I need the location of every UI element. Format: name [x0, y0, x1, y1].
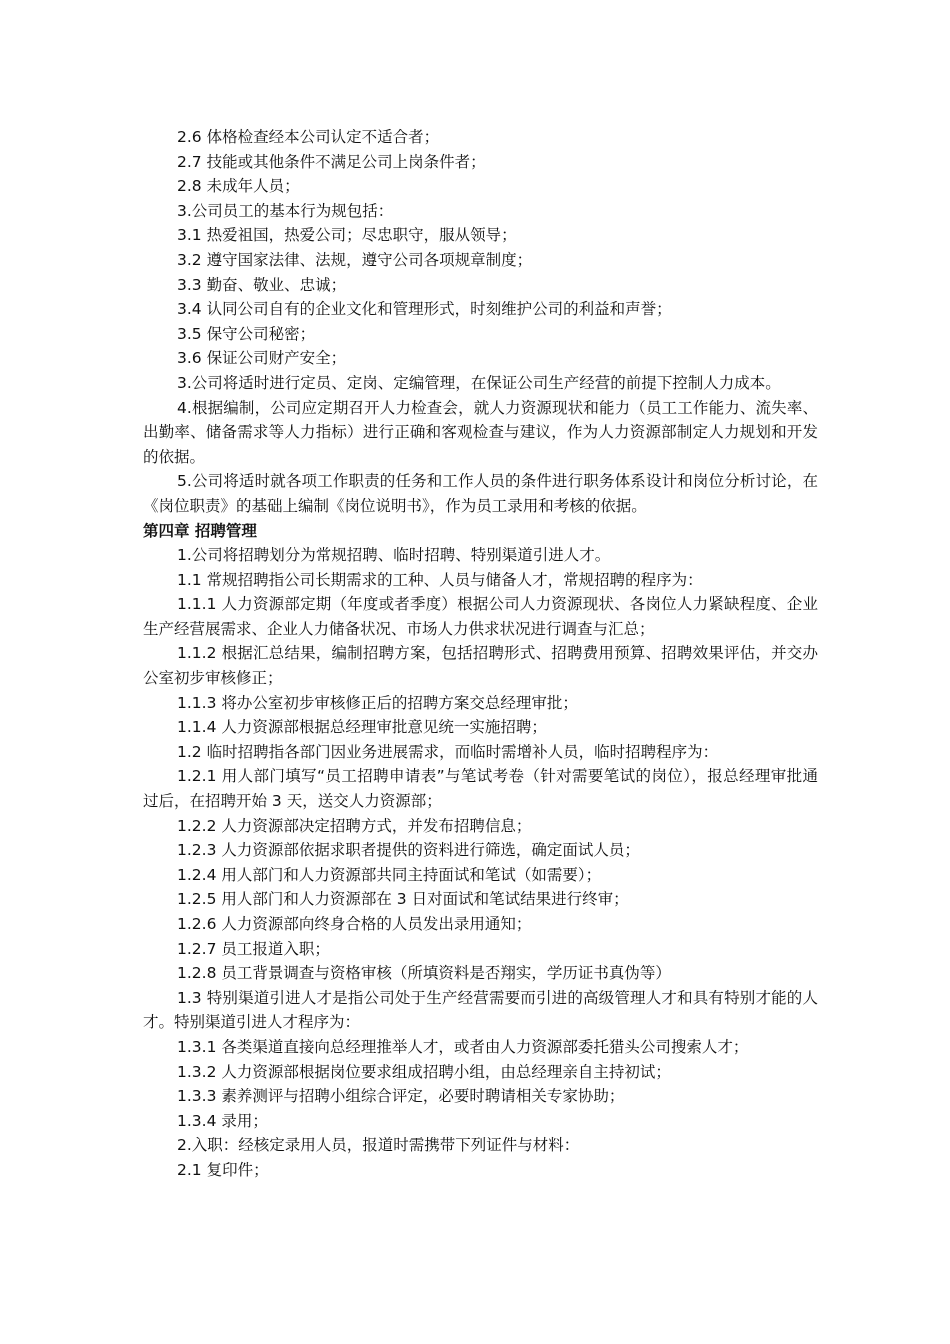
paragraph: 4.根据编制，公司应定期召开人力检查会，就人力资源现状和能力（员工工作能力、流失率、出勤率、储备需求等人力指标）进行正确和客观检查与建议，作为人力资源部制定人力规划和开发的依据。 [143, 398, 818, 466]
paragraph: 1.2 临时招聘指各部门因业务进展需求，而临时需增补人员，临时招聘程序为： [177, 742, 719, 761]
paragraph: 2.7 技能或其他条件不满足公司上岗条件者； [177, 152, 486, 171]
paragraph: 2.1 复印件； [177, 1160, 269, 1179]
paragraph: 1.公司将招聘划分为常规招聘、临时招聘、特别渠道引进人才。 [177, 546, 611, 565]
paragraph: 1.2.2 人力资源部决定招聘方式，并发布招聘信息； [177, 816, 532, 835]
paragraph: 3.4 认同公司自有的企业文化和管理形式，时刻维护公司的利益和声誉； [177, 300, 672, 319]
paragraph: 2.6 体格检查经本公司认定不适合者； [177, 128, 440, 146]
paragraph: 3.公司将适时进行定员、定岗、定编管理，在保证公司生产经营的前提下控制人力成本。 [177, 373, 781, 392]
paragraph: 5.公司将适时就各项工作职责的任务和工作人员的条件进行职务体系设计和岗位分析讨论，在《岗位职责》的基础上编制《岗位说明书》，作为员工录用和考核的依据。 [143, 472, 818, 515]
paragraph: 1.2.4 用人部门和人力资源部共同主持面试和笔试（如需要）； [177, 865, 602, 884]
paragraph: 1.1.4 人力资源部根据总经理审批意见统一实施招聘； [177, 718, 547, 737]
paragraph: 1.2.8 员工背景调查与资格审核（所填资料是否翔实，学历证书真伪等） [177, 964, 671, 983]
paragraph: 2.入职：经核定录用人员，报道时需携带下列证件与材料： [177, 1136, 580, 1155]
paragraph: 1.2.3 人力资源部依据求职者提供的资料进行筛选，确定面试人员； [177, 841, 640, 860]
paragraph: 1.2.7 员工报道入职； [177, 939, 330, 958]
paragraph: 1.2.6 人力资源部向终身合格的人员发出录用通知； [177, 915, 532, 933]
paragraph: 1.3.2 人力资源部根据岗位要求组成招聘小组，由总经理亲自主持初试； [177, 1062, 671, 1081]
paragraph: 1.1 常规招聘指公司长期需求的工种、人员与储备人才，常规招聘的程序为： [177, 570, 703, 589]
paragraph: 1.3 特别渠道引进人才是指公司处于生产经营需要而引进的高级管理人才和具有特别才能的人才。特别渠道引进人才程序为： [143, 988, 818, 1032]
paragraph: 1.3.3 素养测评与招聘小组综合评定，必要时聘请相关专家协助； [177, 1087, 625, 1106]
document-body [143, 125, 818, 1183]
paragraph: 1.2.1 用人部门填写“员工招聘申请表”与笔试考卷（针对需要笔试的岗位），报总经理审批通过后，在招聘开始 3 天，送交人力资源部； [143, 767, 818, 811]
paragraph: 3.公司员工的基本行为规包括： [177, 201, 394, 220]
paragraph: 1.3.4 录用； [177, 1111, 268, 1130]
paragraph: 1.1.2 根据汇总结果，编制招聘方案，包括招聘形式、招聘费用预算、招聘效果评估，并交办公室初步审核修正； [143, 644, 818, 688]
paragraph: 3.2 遵守国家法律、法规，遵守公司各项规章制度； [177, 250, 533, 269]
paragraph: 1.1.3 将办公室初步审核修正后的招聘方案交总经理审批； [177, 693, 578, 712]
paragraph: 3.1 热爱祖国，热爱公司；尽忠职守，服从领导； [177, 226, 517, 245]
paragraph: 2.8 未成年人员； [177, 177, 300, 196]
paragraph: 1.2.5 用人部门和人力资源部在 3 日对面试和笔试结果进行终审； [177, 890, 629, 909]
chapter-heading: 第四章 招聘管理 [143, 521, 257, 540]
paragraph: 3.3 勤奋、敬业、忠诚； [177, 275, 347, 294]
paragraph: 3.6 保证公司财产安全； [177, 349, 347, 368]
paragraph: 3.5 保守公司秘密； [177, 324, 316, 343]
paragraph: 1.1.1 人力资源部定期（年度或者季度）根据公司人力资源现状、各岗位人力紧缺程度、企业生产经营展需求、企业人力储备状况、市场人力供求状况进行调查与汇总； [143, 595, 818, 638]
paragraph: 1.3.1 各类渠道直接向总经理推举人才，或者由人力资源部委托猎头公司搜索人才； [177, 1037, 749, 1056]
